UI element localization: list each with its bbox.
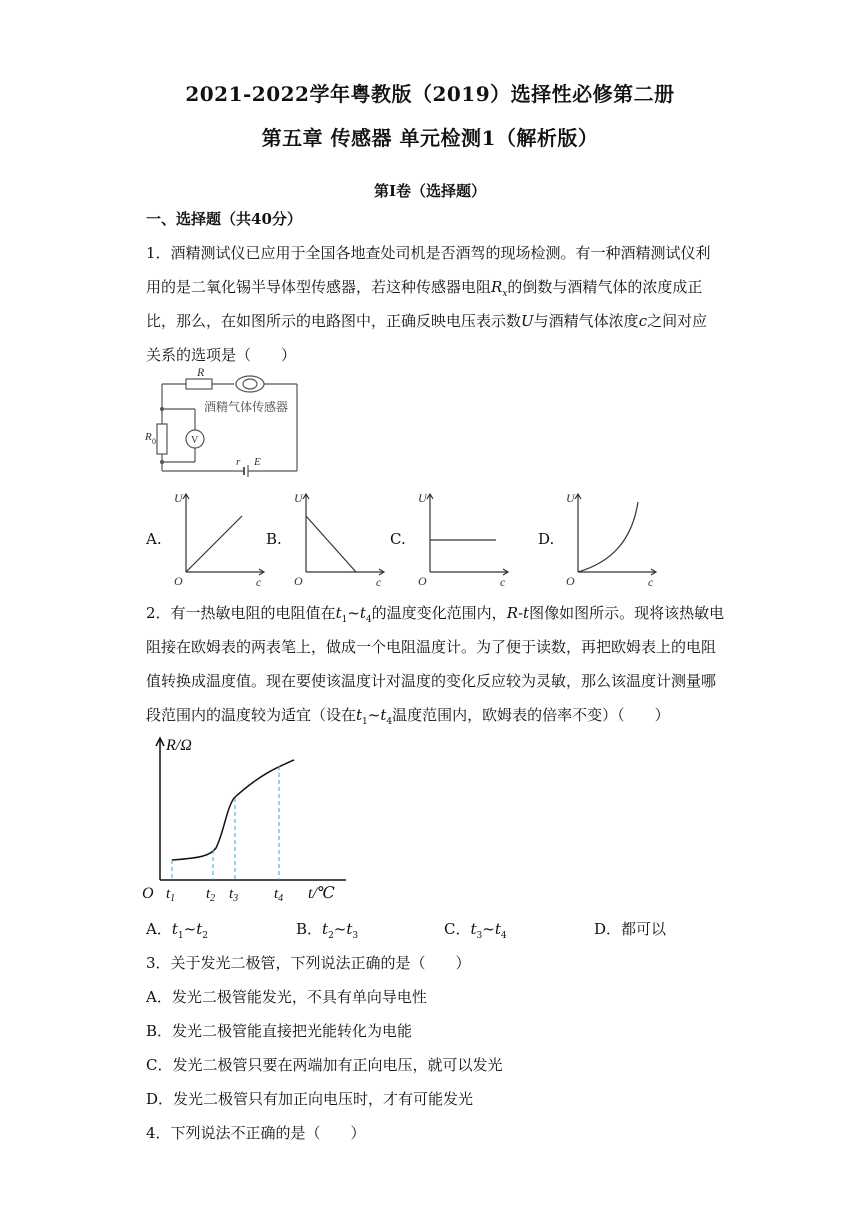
q2-option-b: B．$t_2\sim t_3$ (296, 920, 359, 941)
part-heading: 一、选择题（共40分） (146, 210, 302, 228)
q1-line3: 比，那么，在如图所示的电路图中，正确反映电压表示数U与酒精气体浓度c之间对应 (146, 312, 708, 330)
axis-x-label: c (376, 575, 382, 589)
origin-label: O (566, 574, 575, 588)
q1-option-b-label: B. (266, 530, 282, 548)
q4-stem: 4．下列说法不正确的是（ ） (146, 1124, 366, 1142)
q2-line2: 阻接在欧姆表的两表笔上，做成一个电阻温度计。为了便于读数，再把欧姆表上的电阻 (146, 638, 717, 656)
origin-label: O (418, 574, 427, 588)
q2-option-a: A．$t_1\sim t_2$ (146, 920, 208, 941)
q1-option-d-graph (562, 490, 662, 590)
q1-option-a-graph (170, 490, 270, 590)
voltmeter-label: V (191, 435, 199, 446)
tick-t4: $t_4$ (274, 886, 284, 904)
tick-t2: $t_2$ (206, 886, 216, 904)
volume-heading: 第Ⅰ卷（选择题） (373, 182, 487, 200)
q1-option-a-label: A. (146, 530, 162, 548)
axis-x-label: c (256, 575, 262, 589)
x-axis-label: t/℃ (308, 885, 335, 902)
q1-a-line (186, 516, 242, 572)
q3-stem: 3．关于发光二极管，下列说法正确的是（ ） (146, 954, 471, 972)
q2-line4: 段范围内的温度较为适宜（设在$t_1\sim t_4$温度范围内，欧姆表的倍率不变）（ ） (146, 706, 670, 727)
circuit-label-r: r (236, 456, 241, 468)
q1-option-c-graph (414, 490, 514, 590)
origin-label: O (174, 574, 183, 588)
doc-title-line1: 2021-2022学年粤教版（2019）选择性必修第二册 (185, 82, 675, 106)
q3-option-d: D．发光二极管只有加正向电压时，才有可能发光 (146, 1090, 474, 1108)
q1-option-d-label: D. (538, 530, 555, 548)
axis-x-label: c (648, 575, 654, 589)
q2-rt-graph (140, 732, 350, 908)
axis-y-label: U (566, 491, 575, 505)
q1-circuit-diagram (140, 364, 310, 480)
q2-option-c: C．$t_3\sim t_4$ (444, 920, 507, 941)
tick-t1: $t_1$ (166, 886, 176, 904)
origin-label: O (294, 574, 303, 588)
q1-line4: 关系的选项是（ ） (146, 346, 297, 364)
q1-option-c-label: C. (390, 530, 406, 548)
axis-y-label: U (418, 491, 427, 505)
circuit-label-E: E (254, 456, 261, 468)
axis-y-label: U (174, 491, 183, 505)
doc-title-line2: 第五章 传感器 单元检测1（解析版） (261, 126, 599, 150)
origin-label: O (142, 885, 154, 902)
q1-d-curve (578, 502, 638, 572)
q2-line3: 值转换成温度值。现在要使该温度计对温度的变化反应较为灵敏，那么该温度计测量哪 (146, 672, 717, 690)
tick-t3: $t_3$ (229, 886, 239, 904)
q3-option-b: B．发光二极管能直接把光能转化为电能 (146, 1022, 413, 1040)
circuit-label-R0-sub: 0 (152, 437, 156, 446)
q1-b-line (306, 516, 356, 572)
q3-option-a: A．发光二极管能发光，不具有单向导电性 (146, 988, 427, 1006)
q3-option-c: C．发光二极管只要在两端加有正向电压，就可以发光 (146, 1056, 503, 1074)
q2-line1: 2．有一热敏电阻的电阻值在$t_1\sim t_4$的温度变化范围内，R-t图像如图所示。现将该热敏电 (146, 604, 725, 625)
q1-line1: 1．酒精测试仪已应用于全国各地查处司机是否酒驾的现场检测。有一种酒精测试仪利 (146, 244, 711, 262)
axis-x-label: c (500, 575, 506, 589)
rt-curve (172, 760, 294, 860)
y-axis-label: R/Ω (166, 737, 192, 754)
axis-y-label: U (294, 491, 303, 505)
q2-option-d: D．都可以 (594, 920, 667, 938)
q1-line2: 用的是二氧化锡半导体型传感器，若这种传感器电阻$R_x$的倒数与酒精气体的浓度成正 (146, 278, 703, 299)
circuit-label-R: R (197, 365, 205, 379)
circuit-label-sensor: 酒精气体传感器 (204, 400, 289, 414)
circuit-label-R0: R (145, 431, 152, 443)
q1-option-b-graph (290, 490, 390, 590)
